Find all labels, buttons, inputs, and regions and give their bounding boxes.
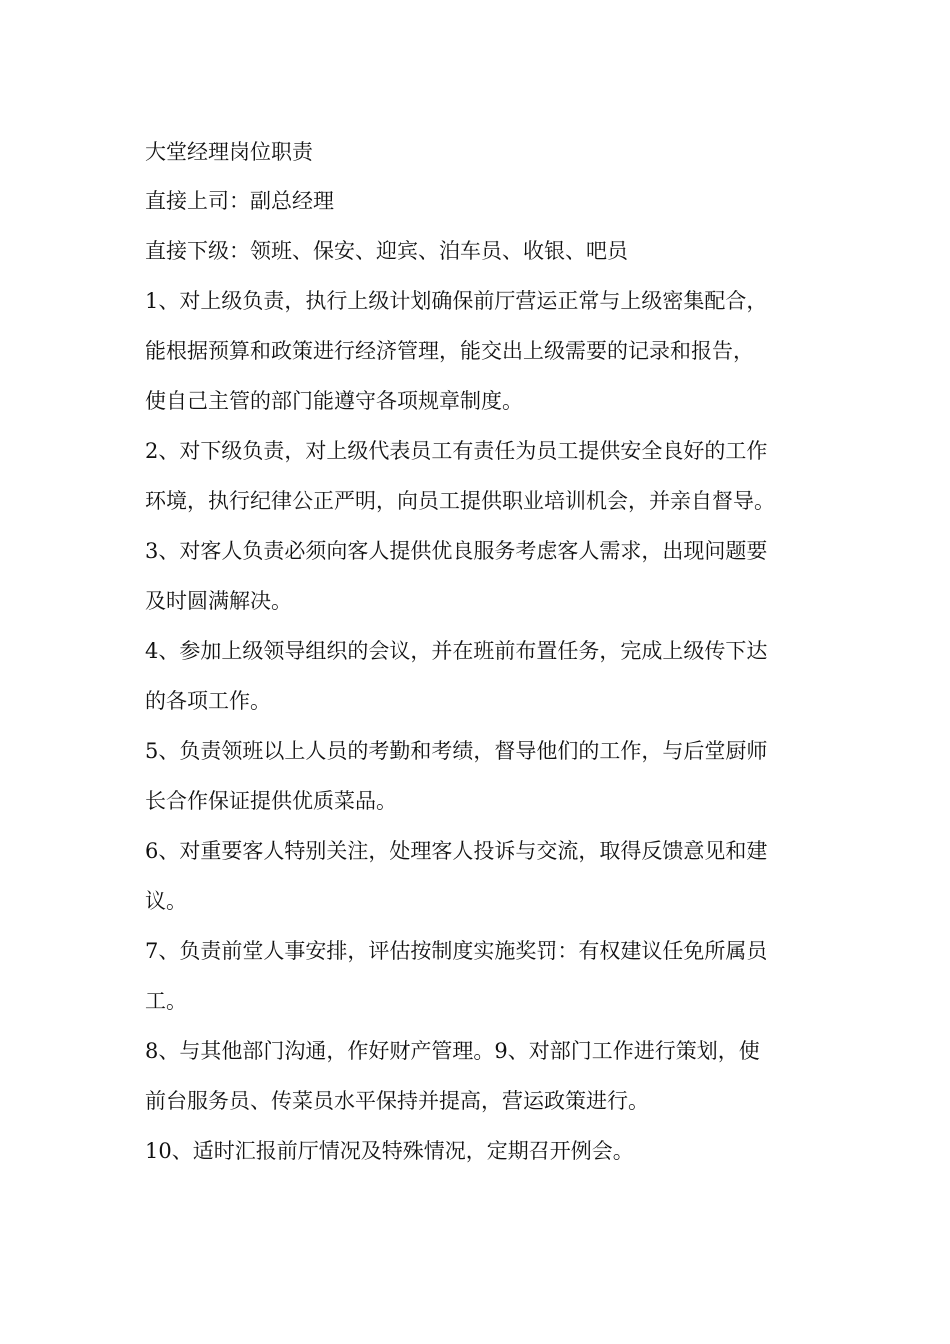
body-line: 使自己主管的部门能遵守各项规章制度。	[145, 389, 523, 413]
document-title: 大堂经理岗位职责	[145, 140, 313, 164]
body-line: 及时圆满解决。	[145, 589, 292, 613]
body-line: 议。	[145, 889, 187, 913]
subordinates-line: 直接下级：领班、保安、迎宾、泊车员、收银、吧员	[145, 239, 628, 263]
superior-line: 直接上司：副总经理	[145, 189, 334, 213]
body-line: 1、对上级负责，执行上级计划确保前厅营运正常与上级密集配合，	[145, 289, 768, 313]
body-line: 5、负责领班以上人员的考勤和考绩，督导他们的工作，与后堂厨师	[145, 739, 768, 763]
body-line: 4、参加上级领导组织的会议，并在班前布置任务，完成上级传下达	[145, 639, 768, 663]
body-line: 的各项工作。	[145, 689, 271, 713]
body-line: 能根据预算和政策进行经济管理，能交出上级需要的记录和报告，	[145, 339, 754, 363]
body-line: 3、对客人负责必须向客人提供优良服务考虑客人需求，出现问题要	[145, 539, 768, 563]
body-line: 6、对重要客人特别关注，处理客人投诉与交流，取得反馈意见和建	[145, 839, 768, 863]
body-line: 2、对下级负责，对上级代表员工有责任为员工提供安全良好的工作	[145, 439, 768, 463]
body-line: 7、负责前堂人事安排，评估按制度实施奖罚：有权建议任免所属员	[145, 939, 768, 963]
body-line: 8、与其他部门沟通，作好财产管理。9、对部门工作进行策划，使	[145, 1039, 760, 1063]
body-line: 工。	[145, 989, 187, 1013]
body-line: 环境，执行纪律公正严明，向员工提供职业培训机会，并亲自督导。	[145, 489, 775, 513]
body-line: 长合作保证提供优质菜品。	[145, 789, 397, 813]
body-line: 10、适时汇报前厅情况及特殊情况，定期召开例会。	[145, 1139, 634, 1163]
body-line: 前台服务员、传菜员水平保持并提高，营运政策进行。	[145, 1089, 649, 1113]
